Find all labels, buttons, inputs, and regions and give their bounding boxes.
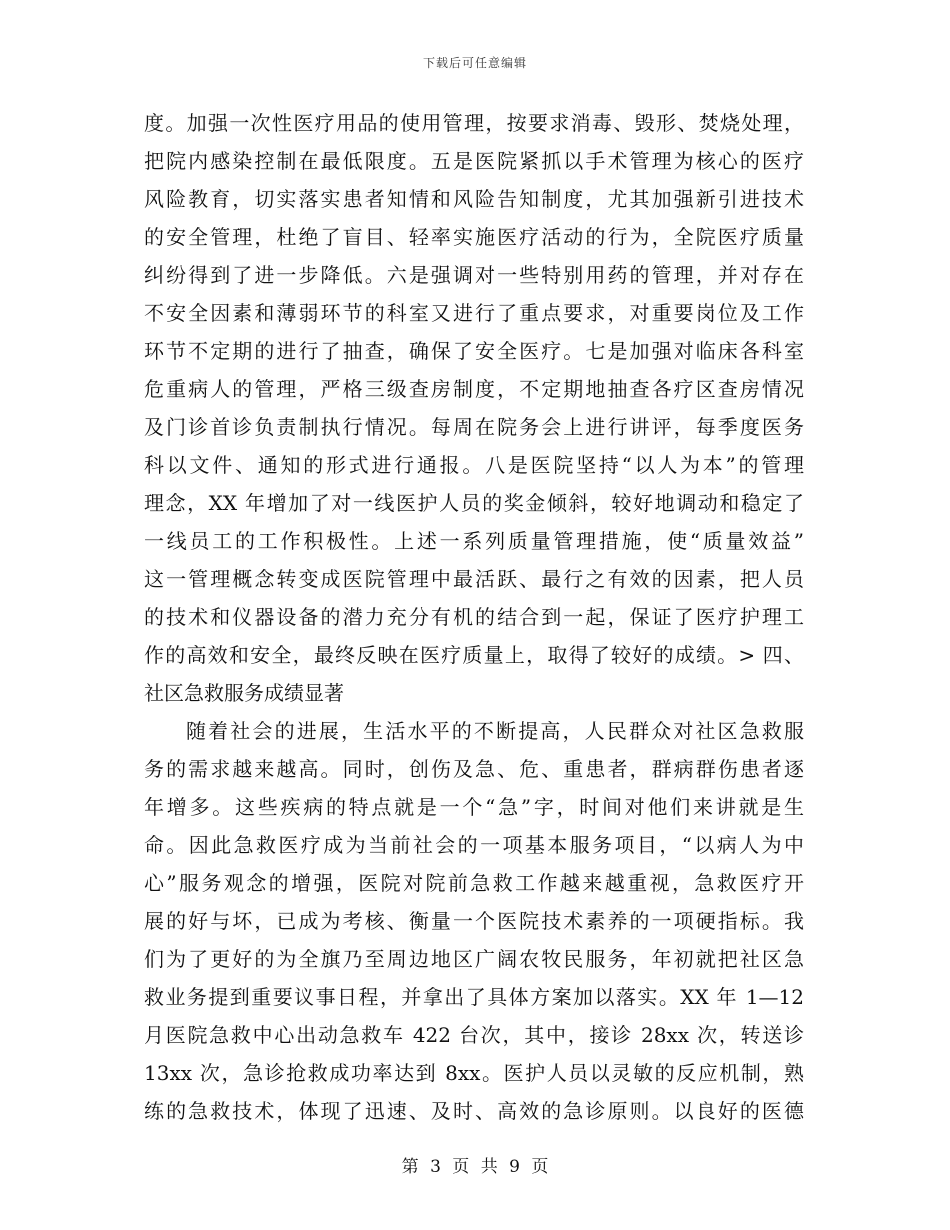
total-pages-number: 9 — [509, 1157, 520, 1177]
section-heading-line: 社区急救服务成绩显著 — [144, 681, 344, 705]
body-line: 们为了更好的为全旗乃至周边地区广阔农牧民服务，年初就把社区急 — [144, 947, 804, 971]
body-line: 13xx 次，急诊抢救成功率达到 8xx。医护人员以灵敏的反应机制，熟 — [144, 1061, 804, 1085]
page-label-prefix: 第 — [401, 1157, 419, 1177]
page-header: 下载后可任意编辑 — [422, 56, 527, 70]
body-line: 月医院急救中心出动急救车 422 台次，其中，接诊 28xx 次，转送诊 — [144, 1023, 804, 1047]
body-line: 的安全管理，杜绝了盲目、轻率实施医疗活动的行为，全院医疗质量 — [144, 225, 804, 249]
body-line: 风险教育，切实落实患者知情和风险告知制度，尤其加强新引进技术 — [144, 187, 804, 211]
paragraph-first-line: 随着社会的进展，生活水平的不断提高，人民群众对社区急救服 — [186, 719, 804, 743]
body-line: 危重病人的管理，严格三级查房制度，不定期地抽查各疗区查房情况 — [144, 377, 804, 401]
body-line: 度。加强一次性医疗用品的使用管理，按要求消毒、毁形、焚烧处理， — [144, 111, 804, 135]
body-line: 作的高效和安全，最终反映在医疗质量上，取得了较好的成绩。> 四、 — [144, 643, 804, 667]
body-line: 救业务提到重要议事日程，并拿出了具体方案加以落实。XX 年 1—12 — [144, 985, 804, 1009]
body-line: 命。因此急救医疗成为当前社会的一项基本服务项目，“以病人为中 — [144, 833, 804, 857]
body-line: 科以文件、通知的形式进行通报。八是医院坚持“以人为本”的管理 — [144, 453, 804, 477]
page-footer — [0, 1152, 950, 1177]
body-line: 务的需求越来越高。同时，创伤及急、危、重患者，群病群伤患者逐 — [144, 757, 804, 781]
body-line: 不安全因素和薄弱环节的科室又进行了重点要求，对重要岗位及工作 — [144, 301, 804, 325]
body-line: 环节不定期的进行了抽查，确保了安全医疗。七是加强对临床各科室 — [144, 339, 804, 363]
page-label-mid: 页 共 — [452, 1157, 498, 1177]
body-line: 纠纷得到了进一步降低。六是强调对一些特别用药的管理，并对存在 — [144, 263, 804, 287]
page-label-suffix: 页 — [531, 1157, 549, 1177]
body-line: 展的好与坏，已成为考核、衡量一个医院技术素养的一项硬指标。我 — [144, 909, 804, 933]
current-page-number: 3 — [430, 1157, 441, 1177]
body-line: 理念，XX 年增加了对一线医护人员的奖金倾斜，较好地调动和稳定了 — [144, 491, 804, 515]
body-line: 的技术和仪器设备的潜力充分有机的结合到一起，保证了医疗护理工 — [144, 605, 804, 629]
body-line: 及门诊首诊负责制执行情况。每周在院务会上进行讲评，每季度医务 — [144, 415, 804, 439]
body-line: 练的急救技术，体现了迅速、及时、高效的急诊原则。以良好的医德 — [144, 1099, 804, 1123]
document-body — [144, 104, 804, 1130]
body-line: 这一管理概念转变成医院管理中最活跃、最行之有效的因素，把人员 — [144, 567, 804, 591]
body-line: 把院内感染控制在最低限度。五是医院紧抓以手术管理为核心的医疗 — [144, 149, 804, 173]
body-line: 一线员工的工作积极性。上述一系列质量管理措施，使“质量效益” — [144, 529, 804, 553]
body-line: 年增多。这些疾病的特点就是一个“急”字，时间对他们来讲就是生 — [144, 795, 804, 819]
body-line: 心”服务观念的增强，医院对院前急救工作越来越重视，急救医疗开 — [144, 871, 804, 895]
